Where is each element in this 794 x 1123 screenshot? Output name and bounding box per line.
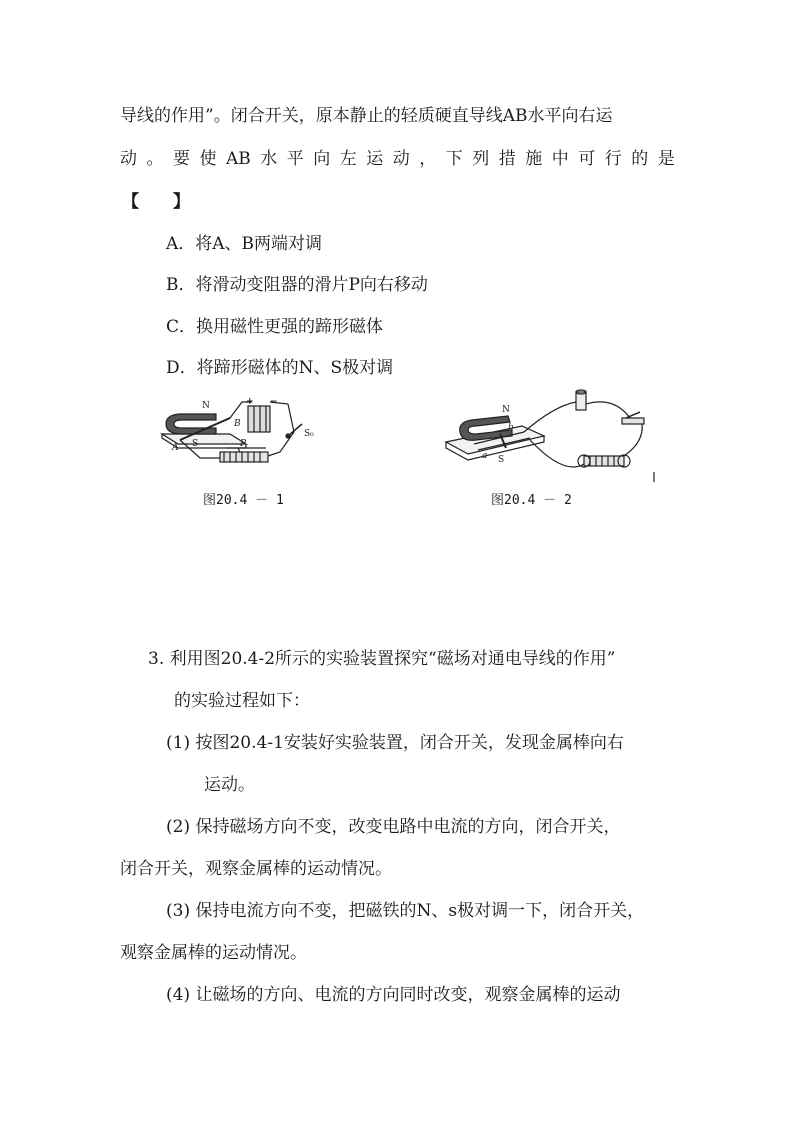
q3-intro-line1: 3. 利用图20.4-2所示的实验装置探究“磁场对通电导线的作用” — [148, 649, 616, 669]
q2-line2-word: AB — [226, 149, 251, 169]
q3-step4-line1: (4) 让磁场的方向、电流的方向同时改变，观察金属棒的运动 — [166, 985, 621, 1005]
q2-line2-word: 措 — [498, 149, 516, 169]
switch — [622, 418, 644, 424]
answer-bracket: 【 】 — [122, 192, 190, 212]
q2-line2-word: 左 — [339, 149, 357, 169]
label-b: B — [234, 419, 241, 429]
q2-line2-word: 水 — [260, 149, 278, 169]
label-b: b — [508, 423, 514, 433]
label-s: S — [498, 455, 505, 465]
label-switch: S₀ — [304, 429, 314, 439]
switch — [288, 424, 302, 436]
label-n: N — [202, 401, 210, 411]
q2-line2-word: 列 — [472, 149, 490, 169]
q2-line2-word: 平 — [286, 149, 304, 169]
q3-step3-line2: 观察金属棒的运动情况。 — [120, 943, 307, 963]
q3-step2-line2: 闭合开关，观察金属棒的运动情况。 — [120, 859, 392, 879]
q2-line2-word: 要 — [173, 149, 190, 169]
q2-line2-word: 下 — [445, 149, 463, 169]
q2-line2-word: 施 — [525, 149, 543, 169]
figure-20-4-1 — [160, 396, 330, 470]
battery — [248, 406, 270, 432]
q2-line2-word: 动 — [120, 149, 137, 169]
q2-line2-word: 可 — [578, 149, 596, 169]
label-minus: − — [270, 397, 278, 407]
battery — [576, 392, 586, 410]
figure-20-4-2 — [444, 386, 660, 482]
label-plus: + — [246, 397, 254, 407]
q2-line2-word: 运 — [366, 149, 384, 169]
q2-line2-word: 行 — [604, 149, 622, 169]
caption-fig-20-4-2: 图20.4 － 2 — [491, 493, 572, 508]
q3-step3-line1: (3) 保持电流方向不变，把磁铁的N、s极对调一下，闭合开关， — [166, 901, 645, 921]
label-n: N — [502, 405, 510, 415]
q3-step1-line1: (1) 按图20.4-1安装好实验装置，闭合开关，发现金属棒向右 — [166, 733, 624, 753]
q2-line2-word: 向 — [313, 149, 331, 169]
q3-step2-line1: (2) 保持磁场方向不变，改变电路中电流的方向，闭合开关， — [166, 817, 621, 837]
q3-step1-line2: 运动。 — [204, 775, 255, 795]
q3-intro-line2: 的实验过程如下： — [174, 691, 310, 711]
label-a: A — [172, 443, 179, 453]
q2-line2-word: 。 — [146, 149, 164, 169]
option-c: C．换用磁性更强的蹄形磁体 — [166, 317, 384, 337]
option-d: D．将蹄形磁体的N、S极对调 — [166, 358, 394, 378]
q2-stem-line1: 导线的作用”。闭合开关，原本静止的轻质硬直导线AB水平向右运 — [120, 106, 613, 126]
rheostat — [220, 452, 268, 462]
caption-fig-20-4-1: 图20.4 － 1 — [203, 493, 284, 508]
label-p: P — [240, 439, 247, 449]
q2-line2-word: 使 — [199, 149, 217, 169]
q2-line2-word: ， — [419, 149, 437, 169]
label-a: a — [482, 451, 488, 461]
q2-stem-line2 — [120, 147, 675, 171]
q2-line2-word: 的 — [631, 149, 649, 169]
option-a: A．将A、B两端对调 — [166, 234, 323, 254]
label-s: S — [192, 439, 199, 449]
horseshoe-magnet — [166, 414, 216, 434]
q2-line2-word: 中 — [551, 149, 569, 169]
option-b: B．将滑动变阻器的滑片P向右移动 — [166, 275, 428, 295]
q2-line2-word: 是 — [657, 149, 675, 169]
q2-line2-word: 动 — [392, 149, 410, 169]
